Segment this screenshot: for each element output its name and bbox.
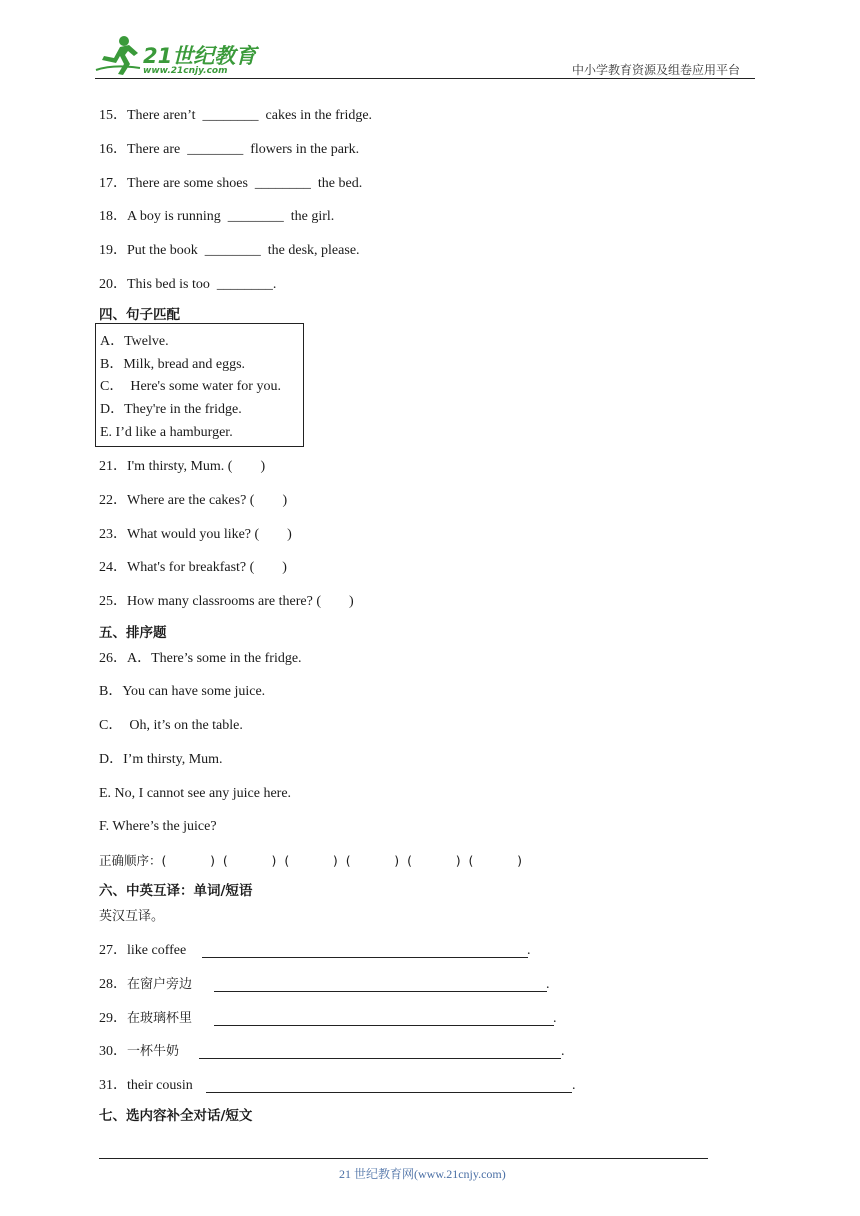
question-text: the bed. [317,176,363,191]
order-line-e: E. No, I cannot see any juice here. [99,786,292,801]
runner-logo-icon [94,34,144,76]
section-title: 六、中英互译：单词/短语 [99,883,253,899]
answer-line[interactable] [206,1092,572,1093]
answer-line-end: . [572,1078,576,1093]
answer-blank[interactable]: ________ [254,176,311,191]
question-23[interactable]: 23．What would you like? ( ) [99,527,292,542]
question-text: There are [127,142,181,157]
question-18 [99,208,334,226]
answer-line[interactable] [214,1025,554,1026]
answer-blank[interactable]: ________ [202,108,259,123]
question-text: 一杯牛奶 [127,1044,180,1059]
answer-line[interactable] [202,957,528,958]
answer-line[interactable] [199,1058,561,1059]
answer-blank[interactable]: ________ [204,243,261,258]
question-20 [99,276,276,294]
question-number: 28． [99,977,127,992]
question-29 [99,1010,192,1028]
logo-sub-text: www.21cnjy.com [143,66,228,76]
order-line-c: C． Oh, it’s on the table. [99,718,243,733]
section-instruction: 英汉互译。 [99,909,165,924]
question-22[interactable]: 22．Where are the cakes? ( ) [99,493,288,508]
question-text: cakes in the fridge. [265,108,373,123]
header-divider [95,78,755,79]
question-text: A boy is running [127,209,221,224]
site-tagline: 中小学教育资源及组卷应用平台 [572,63,741,77]
question-number: 15． [99,108,127,123]
question-27 [99,942,186,960]
question-16 [99,141,359,159]
question-21[interactable]: 21．I'm thirsty, Mum. ( ) [99,459,266,474]
section-title-7: 七、选内容补全对话/短文 [99,1108,253,1124]
option-e: E. I’d like a hamburger. [100,425,233,440]
question-text: There are some shoes [127,176,248,191]
answer-line-end: . [527,943,531,958]
question-number: 16． [99,142,127,157]
question-text: Put the book [127,243,198,258]
question-text: the desk, please. [267,243,360,258]
question-number: 17． [99,176,127,191]
question-text: This bed is too [127,277,210,292]
question-15 [99,107,372,125]
question-28 [99,976,192,994]
question-text: their cousin [127,1078,193,1093]
question-25[interactable]: 25．How many classrooms are there? ( ) [99,594,354,609]
option-b: B．Milk, bread and eggs. [100,357,246,372]
question-number: 20． [99,277,127,292]
order-line-f: F. Where’s the juice? [99,819,217,834]
question-number: 18． [99,209,127,224]
question-text: the girl. [290,209,335,224]
question-number: 31． [99,1078,127,1093]
order-line-d: D．I’m thirsty, Mum. [99,752,223,767]
footer-divider [99,1158,708,1159]
question-text: flowers in the park. [250,142,360,157]
order-line-b: B．You can have some juice. [99,684,266,699]
question-text: 在玻璃杯里 [127,1011,193,1026]
logo-main-text: 21世纪教育 [143,44,257,68]
question-number: 27． [99,943,127,958]
footer-text[interactable]: 21 世纪教育网(www.21cnjy.com) [339,1167,506,1181]
question-24[interactable]: 24．What's for breakfast? ( ) [99,560,287,575]
question-text: like coffee [127,943,187,958]
option-c: C． Here's some water for you. [100,379,281,394]
question-number: 19． [99,243,127,258]
answer-line-end: . [546,977,550,992]
option-a: A．Twelve. [100,334,169,349]
answer-line-end: . [553,1011,557,1026]
question-31 [99,1077,193,1095]
question-text: . [272,277,277,292]
question-30 [99,1043,179,1061]
answer-line-end: . [561,1044,565,1059]
order-line-a: 26．A．There’s some in the fridge. [99,651,302,666]
section-title: 四、句子匹配 [99,307,180,323]
section-title: 五、排序题 [99,625,167,641]
question-number: 30． [99,1044,127,1059]
order-answer-row[interactable]: 正确顺序：( ) ( ) ( ) ( ) ( ) ( ) [99,853,522,868]
question-19 [99,242,360,260]
answer-blank[interactable]: ________ [216,277,273,292]
question-17 [99,175,362,193]
answer-blank[interactable]: ________ [187,142,244,157]
question-text: 在窗户旁边 [127,977,193,992]
question-number: 29． [99,1011,127,1026]
option-d: D．They're in the fridge. [100,402,242,417]
answer-line[interactable] [214,991,547,992]
answer-blank[interactable]: ________ [227,209,284,224]
question-text: There aren’t [127,108,196,123]
